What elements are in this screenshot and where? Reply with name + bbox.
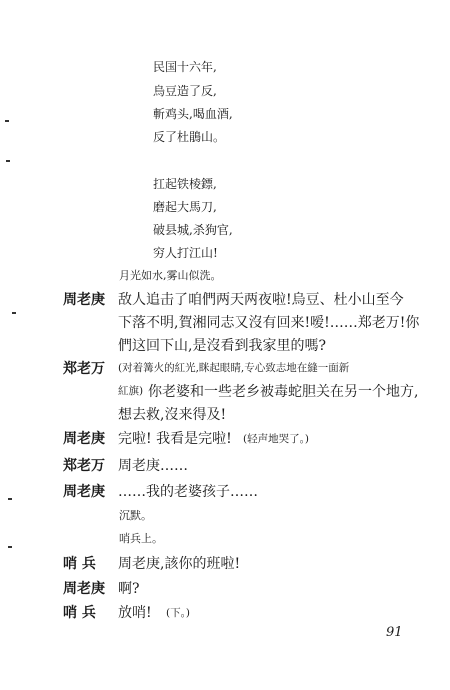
poem-line: 扛起铁棱鏢, — [153, 177, 217, 191]
stage-direction: (轻声地哭了。) — [243, 433, 309, 445]
page-number: 91 — [386, 625, 403, 640]
speaker-name: 周老庚 — [63, 581, 105, 597]
stage-direction: 月光如水,雾山似洗。 — [119, 269, 222, 282]
speaker-name: 哨 兵 — [63, 556, 96, 572]
scan-mark — [8, 546, 12, 548]
dialogue-line: 啊? — [118, 581, 140, 597]
dialogue-line: 想去救,沒来得及! — [118, 407, 227, 423]
speaker-name: 周老庚 — [63, 484, 105, 500]
speaker-name: 郑老万 — [63, 361, 105, 377]
poem-line: 民国十六年, — [153, 60, 217, 74]
speaker-name: 郑老万 — [63, 458, 105, 474]
dialogue-line: ……我的老婆孩子…… — [118, 484, 258, 500]
dialogue-line: 下落不明,賀湘同志又沒有回来!嗳!……郑老万!你 — [118, 315, 420, 331]
dialogue-line: 你老婆和一些老乡被毒蛇胆关在另一个地方, — [148, 384, 419, 400]
scan-mark — [12, 312, 16, 314]
poem-line: 磨起大馬刀, — [153, 200, 217, 214]
stage-direction: (对着篝火的紅光,眯起眼睛,专心致志地在縫一面新 — [118, 362, 350, 374]
speaker-name: 周老庚 — [63, 431, 105, 447]
scan-mark — [5, 120, 9, 122]
stage-direction: (下。) — [166, 607, 190, 619]
poem-line: 破县城,杀狗官, — [153, 223, 233, 237]
speaker-name: 周老庚 — [63, 292, 105, 308]
scan-mark — [6, 160, 10, 162]
stage-direction: 沉默。 — [119, 509, 152, 522]
scan-mark — [8, 498, 12, 500]
poem-line: 烏豆造了反, — [153, 84, 217, 98]
speaker-name: 哨 兵 — [63, 605, 96, 621]
stage-direction: 紅旗) — [118, 385, 144, 397]
dialogue-line: 周老庚…… — [118, 458, 188, 474]
dialogue-line: 完啦! 我看是完啦! — [118, 431, 232, 447]
poem-line: 反了杜鵑山。 — [153, 130, 226, 144]
stage-direction: 哨兵上。 — [119, 532, 163, 545]
poem-line: 穷人打江山! — [153, 246, 218, 260]
dialogue-line: 放哨! — [118, 605, 152, 621]
dialogue-line: 周老庚,該你的班啦! — [118, 556, 241, 572]
poem-line: 斬鸡头,喝血酒, — [153, 107, 233, 121]
dialogue-line: 敌人追击了咱們两天两夜啦!烏豆、杜小山至今 — [118, 292, 404, 308]
dialogue-line: 們这回下山,是沒看到我家里的嗎? — [118, 338, 326, 354]
